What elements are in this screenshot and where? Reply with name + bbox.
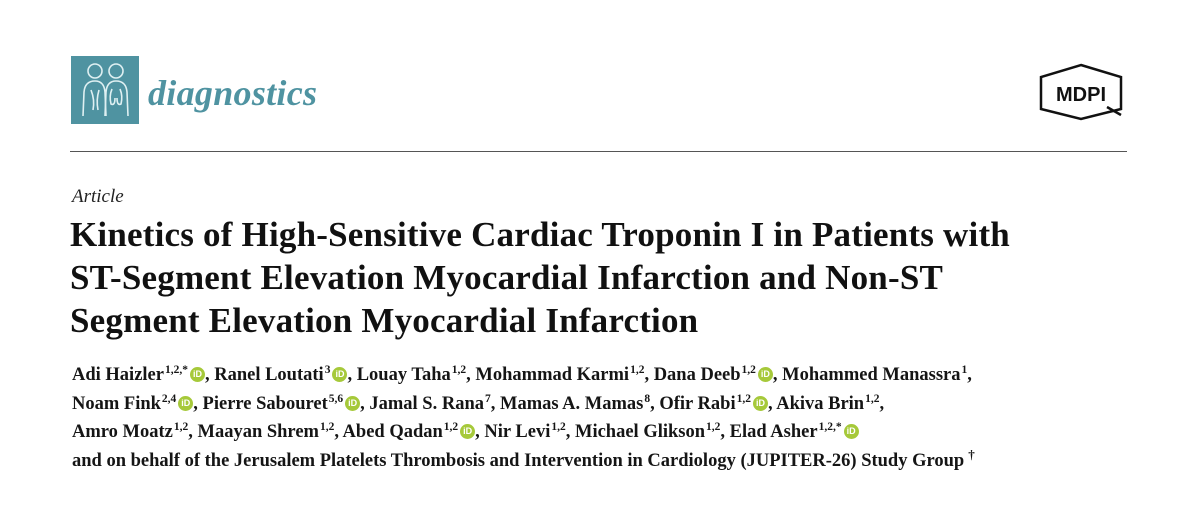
title-line: Segment Elevation Myocardial Infarction xyxy=(70,301,699,340)
author-name[interactable]: Michael Glikson xyxy=(575,422,706,442)
author-name[interactable]: Mohammad Karmi xyxy=(475,365,630,385)
affiliation-superscript: 1,2 xyxy=(706,421,721,433)
header-divider xyxy=(70,151,1127,152)
author-name[interactable]: Ofir Rabi xyxy=(659,393,736,414)
orcid-icon[interactable]: iD xyxy=(190,367,205,382)
author-separator: , xyxy=(650,393,660,414)
affiliation-superscript: 1,2 xyxy=(443,421,459,433)
author xyxy=(782,365,972,385)
affiliation-superscript: 1,2 xyxy=(736,392,751,405)
affiliation-superscript: 1,2,* xyxy=(164,364,188,376)
author-name[interactable]: Nir Levi xyxy=(484,422,551,442)
author-list xyxy=(72,361,1162,475)
title-line: Kinetics of High-Sensitive Cardiac Troponin I in Patients with xyxy=(70,215,1010,254)
author xyxy=(776,394,884,414)
author-separator: , xyxy=(565,422,575,442)
title-line: ST-Segment Elevation Myocardial Infarction and Non-ST xyxy=(70,258,944,297)
author xyxy=(575,422,730,442)
author-line xyxy=(72,418,1162,447)
author-separator: , xyxy=(347,365,357,385)
author-name[interactable]: Maayan Shrem xyxy=(197,422,319,442)
author-separator: , xyxy=(879,393,885,414)
affiliation-superscript: 5,6 xyxy=(328,392,344,405)
author-separator: , xyxy=(466,365,476,385)
author-name[interactable]: Noam Fink xyxy=(72,393,161,414)
affiliation-superscript: 8 xyxy=(644,392,651,405)
journal-logo-icon[interactable] xyxy=(71,56,139,124)
affiliation-superscript: 1,2 xyxy=(741,364,756,376)
orcid-icon[interactable]: iD xyxy=(460,424,475,439)
author-name[interactable]: Jamal S. Rana xyxy=(369,393,484,414)
author-name[interactable]: Akiva Brin xyxy=(776,393,865,414)
author xyxy=(369,394,500,414)
article-type: Article xyxy=(72,186,124,207)
author-separator: , xyxy=(720,422,730,442)
journal-name[interactable]: diagnostics xyxy=(148,73,318,113)
affiliation-superscript: 1,2 xyxy=(173,421,189,433)
author xyxy=(484,422,575,442)
author xyxy=(654,365,782,385)
author-separator: , xyxy=(767,393,777,414)
author-separator: , xyxy=(204,365,215,385)
author-separator: , xyxy=(475,422,485,442)
author-name[interactable]: Abed Qadan xyxy=(342,422,443,442)
author-separator: , xyxy=(334,422,343,442)
author-name[interactable]: Elad Asher xyxy=(729,422,818,442)
affiliation-superscript: 1,2 xyxy=(319,421,335,433)
author-name[interactable]: Ranel Loutati xyxy=(214,365,324,385)
author xyxy=(72,365,214,385)
author-separator: , xyxy=(967,365,972,385)
affiliation-superscript: 7 xyxy=(485,392,491,405)
study-group-line xyxy=(72,447,1162,476)
author xyxy=(500,394,659,414)
affiliation-superscript: 1,2 xyxy=(451,364,467,376)
affiliation-superscript: 2,4 xyxy=(161,392,177,405)
author-name[interactable]: Dana Deeb xyxy=(653,365,741,385)
author-separator: , xyxy=(644,365,654,385)
orcid-icon[interactable]: iD xyxy=(345,396,360,411)
author-name[interactable]: Mamas A. Mamas xyxy=(500,393,644,414)
author xyxy=(343,422,485,442)
article-title xyxy=(70,213,1150,342)
orcid-icon[interactable]: iD xyxy=(753,396,768,411)
orcid-icon[interactable]: iD xyxy=(332,367,347,382)
affiliation-superscript: 1,2 xyxy=(551,421,566,433)
author-separator: , xyxy=(193,393,203,414)
author xyxy=(214,365,356,385)
study-group-text: and on behalf of the Jerusalem Platelets Thrombosis and Intervention in Cardiology (JUPITER-26) Study Group xyxy=(72,450,965,471)
author-separator: , xyxy=(490,393,500,414)
author xyxy=(730,422,859,442)
author xyxy=(197,422,342,442)
author xyxy=(475,365,653,385)
author xyxy=(72,394,203,414)
affiliation-superscript: 3 xyxy=(324,364,331,376)
author-separator: , xyxy=(772,365,783,385)
author-line xyxy=(72,390,1162,419)
author-name[interactable]: Pierre Sabouret xyxy=(202,393,328,414)
author xyxy=(659,394,776,414)
orcid-icon[interactable]: iD xyxy=(178,396,193,411)
orcid-icon[interactable]: iD xyxy=(844,424,859,439)
author xyxy=(203,394,370,414)
orcid-icon[interactable]: iD xyxy=(758,367,773,382)
author-name[interactable]: Mohammed Manassra xyxy=(782,365,961,385)
affiliation-superscript: 1,2 xyxy=(865,392,880,405)
author xyxy=(72,422,197,442)
author-separator: , xyxy=(360,393,370,414)
footnote-mark: † xyxy=(968,446,975,462)
author-name[interactable]: Amro Moatz xyxy=(72,422,173,442)
affiliation-superscript: 1,2,* xyxy=(818,421,842,433)
affiliation-superscript: 1 xyxy=(961,364,968,376)
author-name[interactable]: Louay Taha xyxy=(356,365,451,385)
mdpi-logo[interactable] xyxy=(1035,63,1127,121)
affiliation-superscript: 1,2 xyxy=(630,364,645,376)
author-separator: , xyxy=(188,422,198,442)
author-line xyxy=(72,361,1162,390)
journal-header xyxy=(70,55,1130,130)
author xyxy=(357,365,476,385)
publisher-name: MDPI xyxy=(1056,84,1106,106)
author-name[interactable]: Adi Haizler xyxy=(72,365,164,385)
